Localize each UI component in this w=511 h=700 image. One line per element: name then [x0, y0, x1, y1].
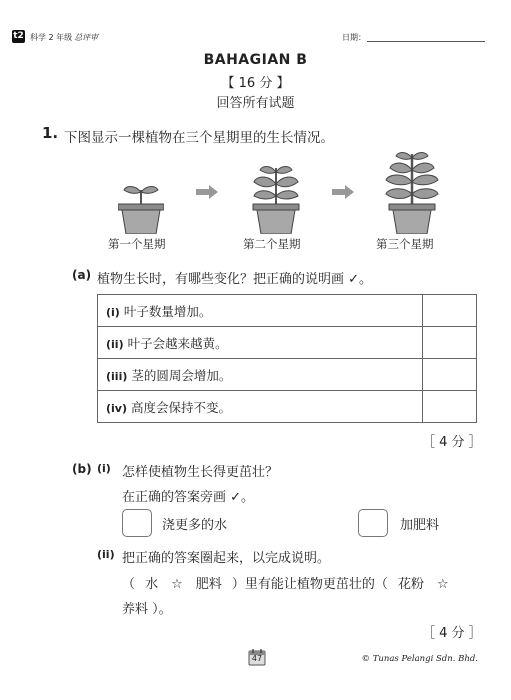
week-3-label: 第三个星期 [376, 237, 434, 251]
option-text: 叶子会越来越黄。 [127, 335, 228, 351]
part-b-ii-label: (ii) [97, 548, 115, 561]
table-row [98, 359, 477, 391]
checkbox-water[interactable] [122, 509, 152, 537]
option-number: (iv) [106, 401, 127, 415]
section-instruction: 回答所有试题 [216, 96, 295, 111]
option-text-cell [98, 295, 423, 327]
publisher-logo: t2 [13, 31, 24, 41]
section-title: BAHAGIAN B [203, 52, 308, 68]
answer-box[interactable] [423, 391, 477, 423]
plant-week-1-icon [118, 174, 164, 234]
part-b-marks: ［ 4 分 ］ [422, 626, 482, 641]
question-number: 1. [42, 124, 59, 142]
section-marks: 【 16 分 】 [221, 76, 290, 91]
option-text: 茎的圆周会增加。 [131, 367, 232, 383]
subject-name: 科学 2 年级 [30, 33, 73, 42]
option-text-cell [98, 391, 423, 423]
option-text: 叶子数量增加。 [123, 303, 212, 319]
options-table [97, 294, 477, 423]
answer-box[interactable] [423, 327, 477, 359]
week-1-label: 第一个星期 [108, 237, 166, 251]
part-b-i-instruction: 在正确的答案旁画 ✓。 [122, 490, 255, 505]
part-b-i-label: (i) [97, 462, 111, 475]
option-text-cell [98, 327, 423, 359]
part-b-i-question: 怎样使植物生长得更茁壮？ [122, 465, 279, 480]
arrow-right-icon [332, 185, 354, 199]
part-b-ii-instruction: 把正确的答案圈起来，以完成说明。 [122, 551, 331, 566]
fill-in-sentence-line-2[interactable]: 养料 ）。 [122, 602, 172, 617]
plant-week-3-icon [384, 150, 440, 234]
plant-week-2-icon [250, 162, 302, 234]
week-2-label: 第二个星期 [243, 237, 301, 251]
option-text: 高度会保持不变。 [131, 399, 232, 415]
option-number: (iii) [106, 369, 128, 383]
question-text: 下图显示一棵植物在三个星期里的生长情况。 [64, 130, 334, 146]
page-number: 47 [251, 654, 263, 663]
option-number: (ii) [106, 337, 124, 351]
choice-water-label: 浇更多的水 [162, 518, 228, 533]
answer-box[interactable] [423, 359, 477, 391]
page-header [12, 30, 483, 46]
table-row [98, 391, 477, 423]
arrow-right-icon [196, 185, 218, 199]
part-a-marks: ［ 4 分 ］ [422, 435, 482, 450]
option-text-cell [98, 359, 423, 391]
subject-label [30, 32, 98, 43]
date-label: 日期： [342, 33, 366, 42]
part-a-text: 植物生长时，有哪些变化？把正确的说明画 ✓。 [97, 272, 373, 287]
checkbox-fertilizer[interactable] [358, 509, 388, 537]
option-number: (i) [106, 305, 120, 319]
choice-fertilizer-label: 加肥料 [400, 518, 440, 533]
copyright-text: © Tunas Pelangi Sdn. Bhd. [361, 654, 478, 664]
date-line[interactable] [367, 41, 485, 42]
part-a-label: (a) [72, 268, 92, 282]
table-row [98, 327, 477, 359]
table-row [98, 295, 477, 327]
fill-in-sentence-line-1[interactable]: （ 水 ☆ 肥料 ）里有能让植物更茁壮的（ 花粉 ☆ [122, 577, 449, 592]
answer-box[interactable] [423, 295, 477, 327]
part-b-label: (b) [72, 462, 92, 476]
subject-italic: 总评审 [74, 33, 99, 42]
